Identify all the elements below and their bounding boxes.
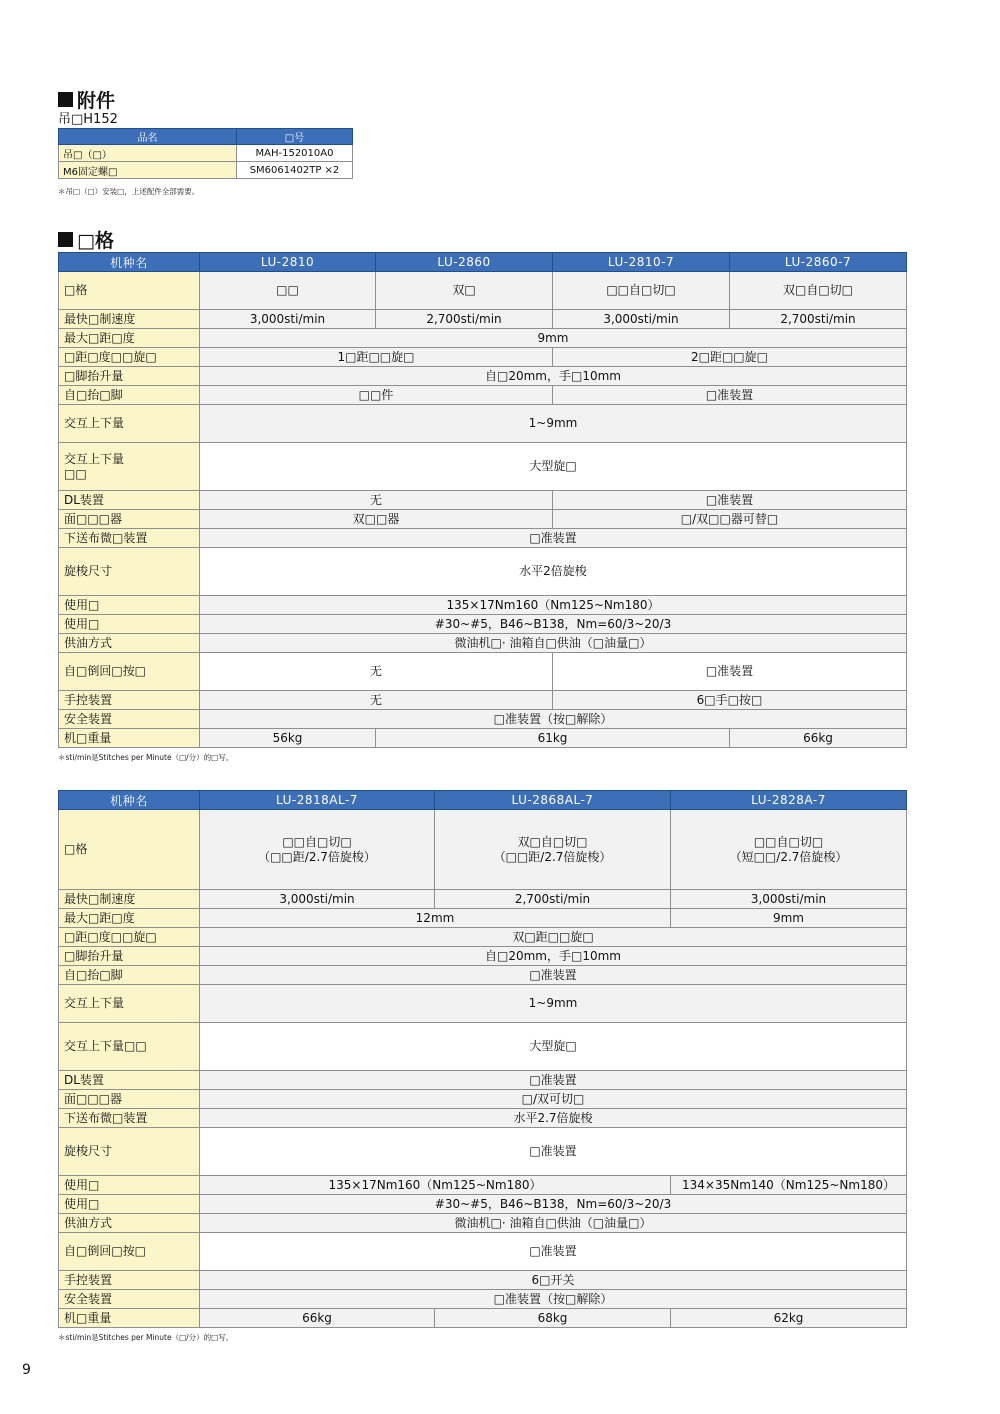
cell-value: □准装置（按□解除） [200,710,907,729]
cell-value: 1□距□□旋□ [200,348,553,367]
cell-value: □准装置 [553,653,907,691]
cell-value: □准装置 [553,386,907,405]
table-row [59,1090,907,1109]
table-row [59,653,907,691]
specs-title-text: □格 [77,230,114,252]
table-row [59,1290,907,1309]
cell-value: 双□自□切□ [730,272,907,310]
row-label: 旋梭尺寸 [59,1128,200,1176]
row-label: □距□度□□旋□ [59,928,200,947]
table-row [59,928,907,947]
cell-value: 自□20mm，手□10mm [200,367,907,386]
row-label: 最大□距□度 [59,329,200,348]
cell-value: □准装置（按□解除） [200,1290,907,1309]
cell-value [671,810,907,890]
table-row [59,1214,907,1233]
cell-value: 无 [200,653,553,691]
cell-value: #30~#5，B46~B138，Nm=60/3~20/3 [200,1195,907,1214]
cell-value [200,810,435,890]
cell-value: 66kg [730,729,907,748]
specs-title [58,226,114,253]
cell-value: 1~9mm [200,985,907,1023]
cell-value: 6□开关 [200,1271,907,1290]
table-row [59,348,907,367]
cell-value: □□ [200,272,376,310]
row-label: 安全装置 [59,1290,200,1309]
table-row [59,386,907,405]
row-label: 使用□ [59,1195,200,1214]
table-row [59,615,907,634]
row-label: 面□□□器 [59,510,200,529]
black-square-icon [58,232,73,247]
row-label: DL装置 [59,491,200,510]
table-row [59,548,907,596]
model-header: LU-2868AL-7 [435,791,671,810]
row-label: 自□倒回□按□ [59,1233,200,1271]
spec-line: 双□自□切□ [517,834,588,849]
cell-value: 12mm [200,909,671,928]
cell-value: □准装置 [200,1071,907,1090]
cell-value: 66kg [200,1309,435,1328]
table-row [59,529,907,548]
table-row [59,909,907,928]
row-label: 安全装置 [59,710,200,729]
row-label: 自□倒回□按□ [59,653,200,691]
cell-value: □准装置 [200,529,907,548]
row-label: 自□抬□脚 [59,966,200,985]
table-row [59,691,907,710]
table2-note: ＊sti/min是Stitches per Minute（□/分）的□写。 [58,1333,234,1342]
row-label: 使用□ [59,615,200,634]
table-row [59,966,907,985]
cell-value: □准装置 [553,491,907,510]
table-row [59,1128,907,1176]
row-label: □格 [59,810,200,890]
row-label: 交互上下量 [59,985,200,1023]
table-row [59,729,907,748]
cell-value: 61kg [376,729,730,748]
table-row [59,1271,907,1290]
model-header: LU-2860 [376,253,553,272]
spec-table-2 [58,790,907,1328]
row-label: 交互上下量 [59,405,200,443]
accessories-header-row [59,129,353,145]
row-label: 交互上下量□□ [59,1023,200,1071]
model-header: LU-2828A-7 [671,791,907,810]
cell-value: □/双可切□ [200,1090,907,1109]
cell-value: □□自□切□ [553,272,730,310]
cell-value: 无 [200,691,553,710]
cell-value: #30~#5，B46~B138，Nm=60/3~20/3 [200,615,907,634]
table-row [59,1195,907,1214]
model-header-label: 机种名 [59,253,200,272]
table-row [59,145,353,162]
model-header: LU-2810-7 [553,253,730,272]
table-row [59,162,353,179]
row-label: □脚抬升量 [59,367,200,386]
cell-value: 微油机□· 油箱自□供油（□油量□） [200,1214,907,1233]
table-row [59,985,907,1023]
row-label: 最快□制速度 [59,310,200,329]
accessory-part-number: SM6061402TP ×2 [237,162,353,179]
cell-value: 自□20mm，手□10mm [200,947,907,966]
row-label: 旋梭尺寸 [59,548,200,596]
row-label: 下送布微□装置 [59,1109,200,1128]
accessories-table [58,128,353,179]
accessory-name: M6固定螺□ [59,162,237,179]
table-row [59,310,907,329]
cell-value: 2□距□□旋□ [553,348,907,367]
cell-value: □准装置 [200,1128,907,1176]
table-row [59,510,907,529]
spec-line: （短□□/2.7倍旋梭） [729,849,848,864]
cell-value: 9mm [671,909,907,928]
model-header: LU-2818AL-7 [200,791,435,810]
row-label: 最大□距□度 [59,909,200,928]
cell-value: 大型旋□ [200,443,907,491]
cell-value: □准装置 [200,966,907,985]
row-label: 使用□ [59,1176,200,1195]
table-row [59,890,907,909]
spec-line: （□□距/2.7倍旋梭） [258,849,376,864]
accessory-part-number: MAH-152010A0 [237,145,353,162]
row-label: 机□重量 [59,729,200,748]
spec-header-row [59,253,907,272]
page-number: 9 [22,1362,31,1378]
cell-value: □□件 [200,386,553,405]
spec-line: □□自□切□ [753,834,824,849]
table-row [59,947,907,966]
table-row [59,1109,907,1128]
table-row [59,367,907,386]
cell-value: 62kg [671,1309,907,1328]
row-label: 使用□ [59,596,200,615]
row-label: 最快□制速度 [59,890,200,909]
table-row [59,634,907,653]
row-label: 机□重量 [59,1309,200,1328]
table1-note: ＊sti/min是Stitches per Minute（□/分）的□写。 [58,753,234,762]
cell-value: 6□手□按□ [553,691,907,710]
cell-value: 大型旋□ [200,1023,907,1071]
table-row [59,491,907,510]
row-label: 供油方式 [59,1214,200,1233]
cell-value: 1~9mm [200,405,907,443]
cell-value: 微油机□· 油箱自□供油（□油量□） [200,634,907,653]
cell-value: 2,700sti/min [376,310,553,329]
table-row [59,329,907,348]
cell-value: 9mm [200,329,907,348]
accessories-title-text: 附件 [77,90,116,112]
cell-value: 56kg [200,729,376,748]
black-square-icon [58,92,73,107]
cell-value: 双□□器 [200,510,553,529]
cell-value: 水平2.7倍旋梭 [200,1109,907,1128]
table-row [59,810,907,890]
row-label: 供油方式 [59,634,200,653]
table-row [59,1309,907,1328]
spec-line: □□自□切□ [282,834,352,849]
cell-value: □/双□□器可替□ [553,510,907,529]
row-label: □距□度□□旋□ [59,348,200,367]
cell-value: □准装置 [200,1233,907,1271]
cell-value: 135×17Nm160（Nm125~Nm180） [200,1176,671,1195]
spec-line: （□□距/2.7倍旋梭） [493,849,612,864]
row-label: 自□抬□脚 [59,386,200,405]
table-row [59,1176,907,1195]
cell-value: 无 [200,491,553,510]
row-label: 手控装置 [59,691,200,710]
table-row [59,1233,907,1271]
cell-value: 134×35Nm140（Nm125~Nm180） [671,1176,907,1195]
cell-value: 水平2倍旋梭 [200,548,907,596]
accessory-name: 吊□（□） [59,145,237,162]
cell-value: 3,000sti/min [671,890,907,909]
table-row [59,443,907,491]
spec-table-1 [58,252,907,748]
table-row [59,1071,907,1090]
cell-value [435,810,671,890]
model-header-label: 机种名 [59,791,200,810]
spec-header-row [59,791,907,810]
table-row [59,272,907,310]
row-label: 下送布微□装置 [59,529,200,548]
model-header: LU-2860-7 [730,253,907,272]
cell-value: 3,000sti/min [553,310,730,329]
accessories-subtitle: 吊□H152 [58,112,118,127]
cell-value: 2,700sti/min [730,310,907,329]
accessories-header-part: □号 [237,129,353,145]
row-label: □格 [59,272,200,310]
accessories-note: ＊吊□（□）安装□，上述配件全部需要。 [58,187,200,196]
cell-value: 双□距□□旋□ [200,928,907,947]
row-label: DL装置 [59,1071,200,1090]
row-label: □脚抬升量 [59,947,200,966]
table-row [59,596,907,615]
table-row [59,405,907,443]
row-label: 面□□□器 [59,1090,200,1109]
table-row [59,1023,907,1071]
row-label: 交互上下量 □□ [59,443,200,491]
cell-value: 68kg [435,1309,671,1328]
cell-value: 3,000sti/min [200,890,435,909]
row-label: 手控装置 [59,1271,200,1290]
table-row [59,710,907,729]
cell-value: 3,000sti/min [200,310,376,329]
cell-value: 2,700sti/min [435,890,671,909]
accessories-header-name: 品名 [59,129,237,145]
cell-value: 135×17Nm160（Nm125~Nm180） [200,596,907,615]
model-header: LU-2810 [200,253,376,272]
cell-value: 双□ [376,272,553,310]
